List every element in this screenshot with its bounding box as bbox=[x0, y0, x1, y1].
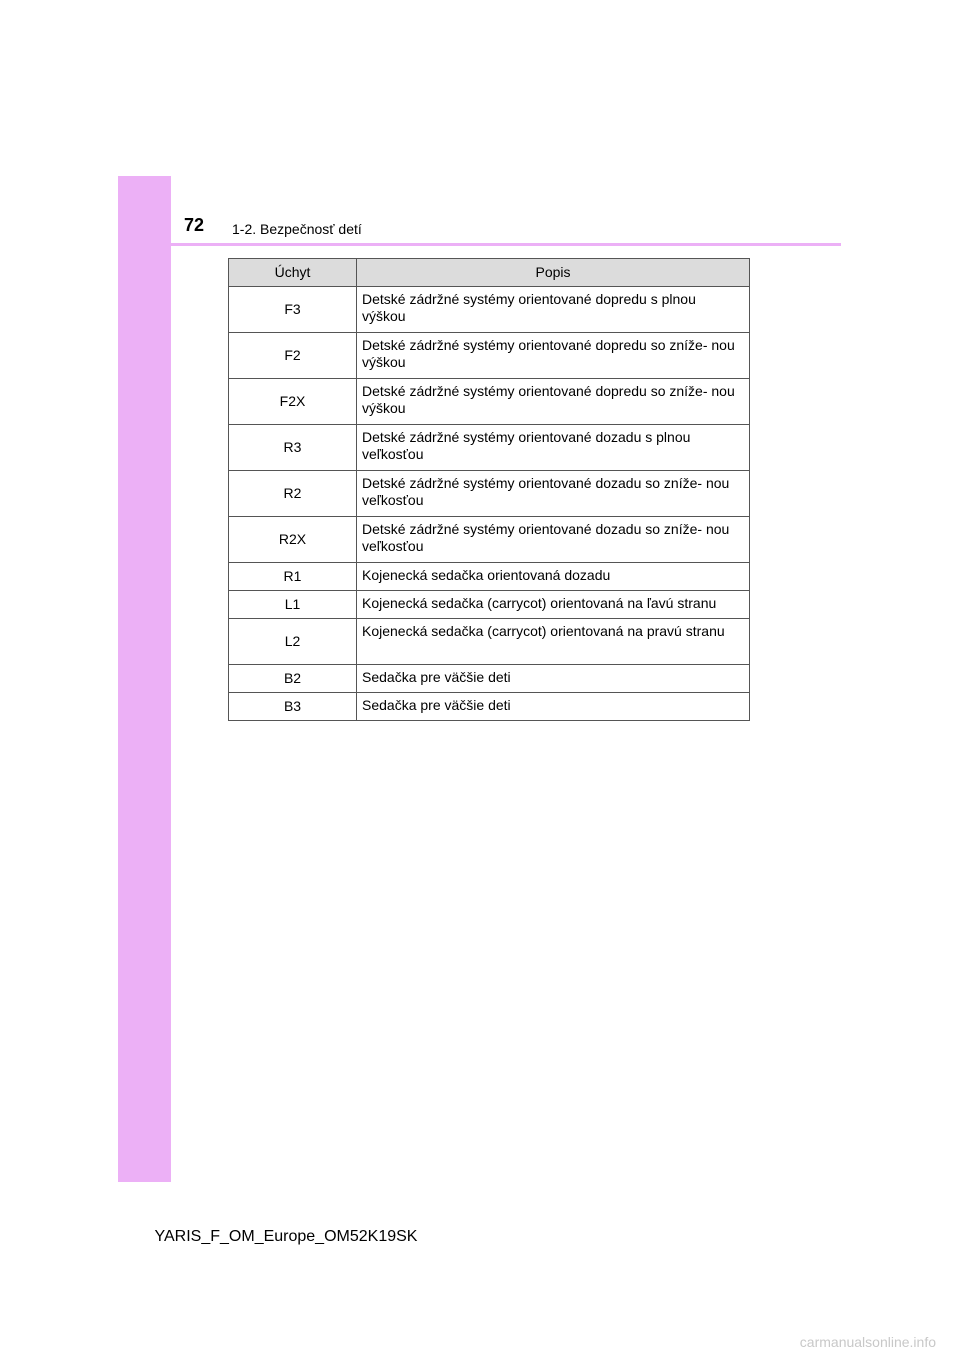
fixture-code: B3 bbox=[229, 693, 357, 721]
fixture-description: Detské zádržné systémy orientované dopredu so zníže- nou výškou bbox=[357, 333, 750, 379]
fixture-description: Detské zádržné systémy orientované dopredu s plnou výškou bbox=[357, 287, 750, 333]
fixture-description: Sedačka pre väčšie deti bbox=[357, 693, 750, 721]
fixture-description: Detské zádržné systémy orientované dozadu so zníže- nou veľkosťou bbox=[357, 471, 750, 517]
side-color-band bbox=[118, 176, 171, 1182]
fixture-description: Kojenecká sedačka orientovaná dozadu bbox=[357, 563, 750, 591]
fixture-description: Kojenecká sedačka (carrycot) orientovaná na ľavú stranu bbox=[357, 591, 750, 619]
fixture-code: L1 bbox=[229, 591, 357, 619]
table-header-row bbox=[229, 259, 750, 287]
fixture-code: R3 bbox=[229, 425, 357, 471]
fixture-description: Detské zádržné systémy orientované dozadu so zníže- nou veľkosťou bbox=[357, 517, 750, 563]
table-row bbox=[229, 693, 750, 721]
fixture-code: F2X bbox=[229, 379, 357, 425]
table-row bbox=[229, 591, 750, 619]
table-row bbox=[229, 517, 750, 563]
fixture-code: F2 bbox=[229, 333, 357, 379]
page-number: 72 bbox=[184, 215, 205, 235]
table-row bbox=[229, 379, 750, 425]
child-seat-category-table bbox=[228, 258, 750, 721]
table-row bbox=[229, 287, 750, 333]
table-row bbox=[229, 471, 750, 517]
table-row bbox=[229, 333, 750, 379]
document-code: YARIS_F_OM_Europe_OM52K19SK bbox=[154, 1228, 418, 1245]
fixture-code: R2X bbox=[229, 517, 357, 563]
table-row bbox=[229, 563, 750, 591]
fixture-code: L2 bbox=[229, 619, 357, 665]
table-row bbox=[229, 665, 750, 693]
fixture-code: B2 bbox=[229, 665, 357, 693]
fixture-description: Detské zádržné systémy orientované dozadu s plnou veľkosťou bbox=[357, 425, 750, 471]
document-footer bbox=[0, 1228, 960, 1246]
section-title: 1-2. Bezpečnosť detí bbox=[232, 221, 362, 237]
fixture-description: Detské zádržné systémy orientované dopredu so zníže- nou výškou bbox=[357, 379, 750, 425]
column-header-fixture: Úchyt bbox=[229, 259, 357, 287]
column-header-description: Popis bbox=[357, 259, 750, 287]
watermark-text: carmanualsonline.info bbox=[799, 1334, 936, 1350]
fixture-description: Kojenecká sedačka (carrycot) orientovaná na pravú stranu bbox=[357, 619, 750, 665]
table-row bbox=[229, 619, 750, 665]
fixture-code: F3 bbox=[229, 287, 357, 333]
table-row bbox=[229, 425, 750, 471]
fixture-description: Sedačka pre väčšie deti bbox=[357, 665, 750, 693]
fixture-code: R1 bbox=[229, 563, 357, 591]
header-divider bbox=[118, 243, 841, 246]
fixture-code: R2 bbox=[229, 471, 357, 517]
